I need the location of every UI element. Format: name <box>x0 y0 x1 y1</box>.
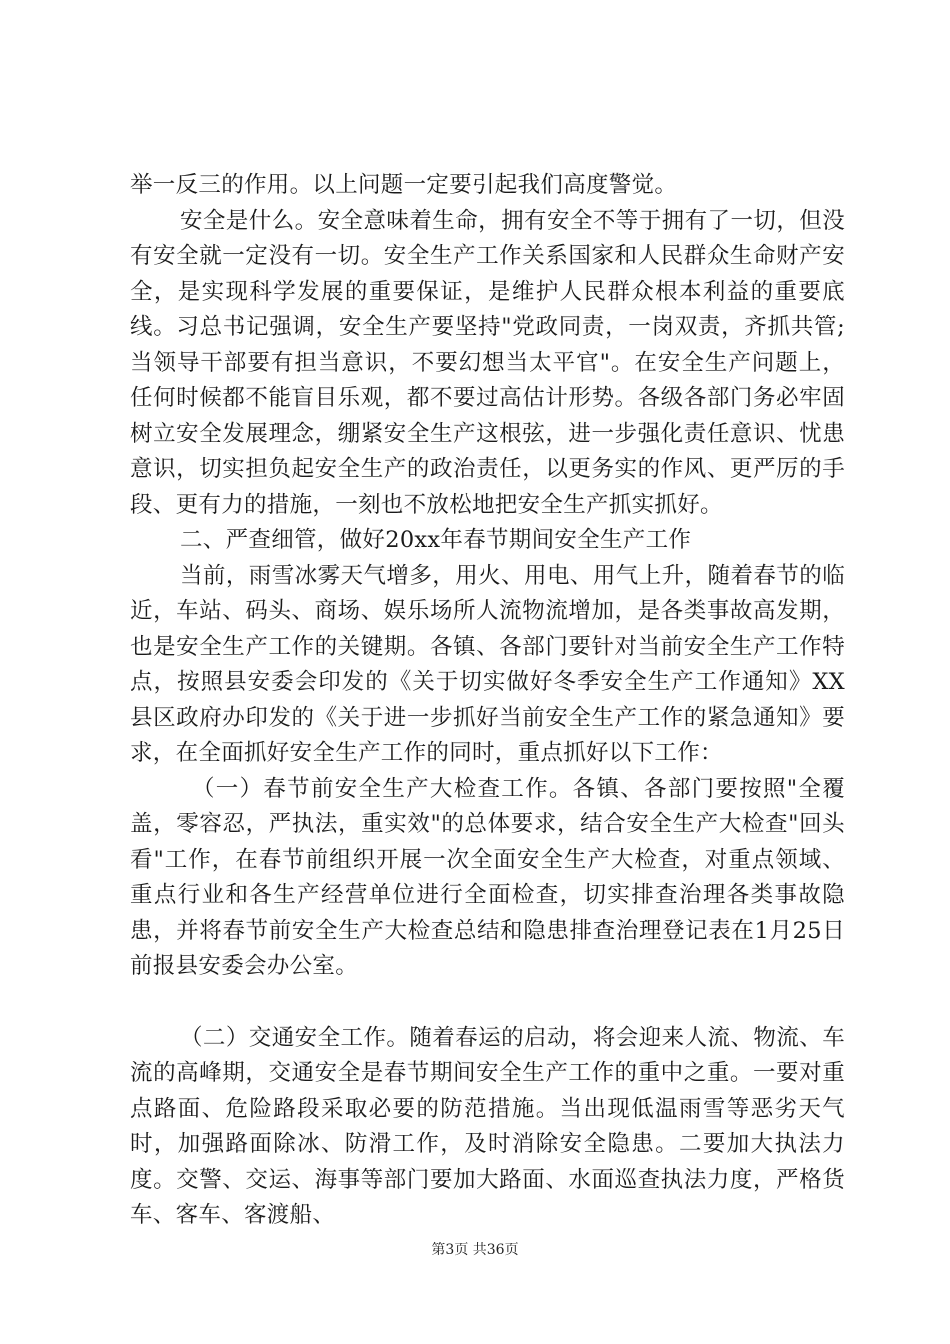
paragraph-safety-meaning: 安全是什么。安全意味着生命，拥有安全不等于拥有了一切，但没有安全就一定没有一切。安全生产工作关系国家和人民群众生命财产安全，是实现科学发展的重要保证，是维护人民群众根本利益的重要底线。习总书记强调，安全生产要坚持"党政同责，一岗双责，齐抓共管;当领导干部要有担当意识，不要幻想当太平官"。在安全生产问题上，任何时候都不能盲目乐观，都不要过高估计形势。各级各部门务必牢固树立安全发展理念，绷紧安全生产这根弦，进一步强化责任意识、忧患意识，切实担负起安全生产的政治责任，以更务实的作风、更严厉的手段、更有力的措施，一刻也不放松地把安全生产抓实抓好。 <box>130 207 845 518</box>
paragraph-current-situation: 当前，雨雪冰雾天气增多，用火、用电、用气上升，随着春节的临近，车站、码头、商场、娱乐场所人流物流增加，是各类事故高发期，也是安全生产工作的关键期。各镇、各部门要针对当前安全生产工作特点，按照县安委会印发的《关于切实做好冬季安全生产工作通知》XX县区政府办印发的《关于进一步抓好当前安全生产工作的紧急通知》要求，在全面抓好安全生产工作的同时，重点抓好以下工作： <box>130 562 845 766</box>
document-body <box>130 168 845 1234</box>
paragraph-item-1-inspection: （一）春节前安全生产大检查工作。各镇、各部门要按照"全覆盖，零容忍，严执法，重实效"的总体要求，结合安全生产大检查"回头看"工作，在春节前组织开展一次全面安全生产大检查，对重点领域、重点行业和各生产经营单位进行全面检查，切实排查治理各类事故隐患，并将春节前安全生产大检查总结和隐患排查治理登记表在1月25日前报县安委会办公室。 <box>130 775 845 979</box>
paragraph-continuation: 举一反三的作用。以上问题一定要引起我们高度警觉。 <box>130 172 678 198</box>
section-heading-2: 二、严查细管，做好20xx年春节期间安全生产工作 <box>180 527 692 553</box>
paragraph-gap <box>130 985 845 1021</box>
paragraph-item-2-traffic: （二）交通安全工作。随着春运的启动，将会迎来人流、物流、车流的高峰期，交通安全是春节期间安全生产工作的重中之重。一要对重点路面、危险路段采取必要的防范措施。当出现低温雨雪等恶劣天气时，加强路面除冰、防滑工作，及时消除安全隐患。二要加大执法力度。交警、交运、海事等部门要加大路面、水面巡查执法力度，严格货车、客车、客渡船、 <box>130 1024 845 1228</box>
page-number-footer: 第3页 共36页 <box>431 1242 519 1258</box>
